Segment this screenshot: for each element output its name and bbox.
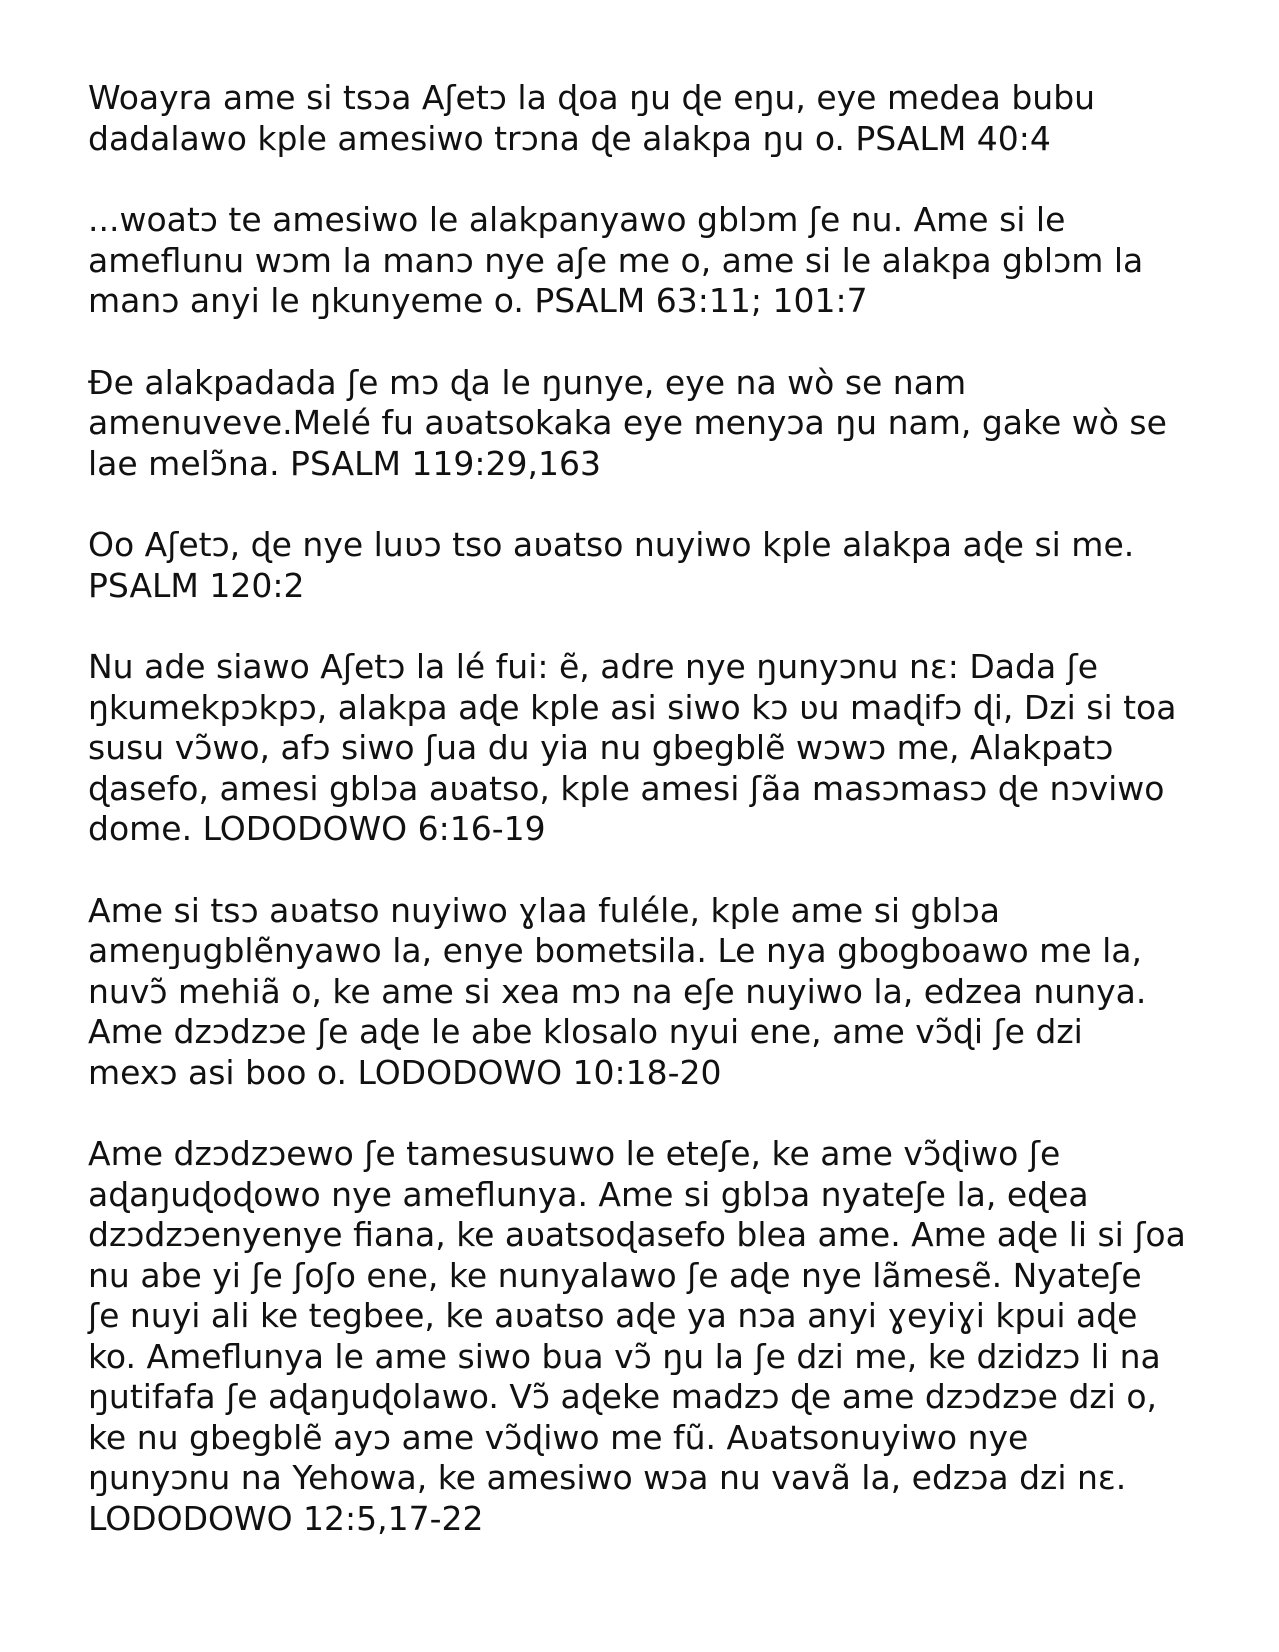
verse-paragraph-1: Woayra ame si tsɔa Aʃetɔ la ɖoa ŋu ɖe eŋu, eye medea bubu dadalawo kple amesiwo trɔna ɖe alakpa ŋu o. PSALM 40:4 bbox=[88, 78, 1096, 158]
verse-paragraph-2: ...woatɔ te amesiwo le alakpanyawo gblɔm ʃe nu. Ame si le ameflunu wɔm la manɔ nye aʃe me o, ame si le alakpa gblɔm la manɔ anyi le ŋkunyeme o. PSALM 63:11; 101:7 bbox=[88, 200, 1144, 320]
verse-paragraph-3: Ɖe alakpadada ʃe mɔ ɖa le ŋunye, eye na wò se nam amenuveve.Melé fu aʋatsokaka eye menyɔa ŋu nam, gake wò se lae melɔ̃na. PSALM 119:29,163 bbox=[88, 362, 1167, 483]
document-page bbox=[88, 78, 1208, 1539]
verse-paragraph-5: Nu ade siawo Aʃetɔ la lé fui: ẽ, adre nye ŋunyɔnu nɛ: Dada ʃe ŋkumekpɔkpɔ, alakpa aɖe kple asi siwo kɔ ʋu maɖifɔ ɖi, Dzi si toa susu vɔ̃wo, afɔ siwo ʃua du yia nu gbegblẽ wɔwɔ me, Alakpatɔ ɖasefo, amesi gblɔa aʋatso, kple amesi ʃãa masɔmasɔ ɖe nɔviwo dome. LODODOWO 6:16-19 bbox=[88, 647, 1177, 848]
verse-paragraph-4: Oo Aʃetɔ, ɖe nye luʋɔ tso aʋatso nuyiwo kple alakpa aɖe si me. PSALM 120:2 bbox=[88, 525, 1135, 605]
verse-paragraph-6: Ame si tsɔ aʋatso nuyiwo ɣlaa fuléle, kple ame si gblɔa ameŋugblẽnyawo la, enye bometsila. Le nya gbogboawo me la, nuvɔ̃ mehiã o, ke ame si xea mɔ na eʃe nuyiwo la, edzea nunya. Ame dzɔdzɔe ʃe aɖe le abe klosalo nyui ene, ame vɔ̃ɖi ʃe dzi mexɔ asi boo o. LODODOWO 10:18-20 bbox=[88, 890, 1147, 1092]
verse-paragraph-7: Ame dzɔdzɔewo ʃe tamesusuwo le eteʃe, ke ame vɔ̃ɖiwo ʃe aɖaŋuɖoɖowo nye ameflunya. Ame si gblɔa nyateʃe la, eɖea dzɔdzɔenyenye fiana, ke aʋatsoɖasefo blea ame. Ame aɖe li si ʃoa nu abe yi ʃe ʃoʃo ene, ke nunyalawo ʃe aɖe nye lãmesẽ. Nyateʃe ʃe nuyi ali ke tegbee, ke aʋatso aɖe ya nɔa anyi ɣeyiɣi kpui aɖe ko. Ameflunya le ame siwo bua vɔ̃ ŋu la ʃe dzi me, ke dzidzɔ li na ŋutifafa ʃe aɖaŋuɖolawo. Vɔ̃ aɖeke madzɔ ɖe ame dzɔdzɔe dzi o, ke nu gbegblẽ ayɔ ame vɔ̃ɖiwo me fũ. Aʋatsonuyiwo nye ŋunyɔnu na Yehowa, ke amesiwo wɔa nu vavã la, edzɔa dzi nɛ. LODODOWO 12:5,17-22 bbox=[88, 1134, 1186, 1538]
